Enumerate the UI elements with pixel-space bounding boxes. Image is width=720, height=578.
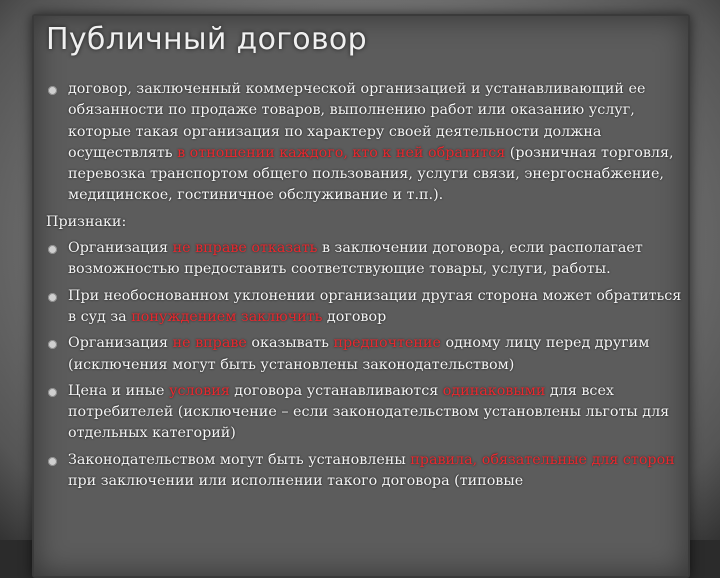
text-run: При необоснованном уклонении организации другая сторона может обратиться в суд за (68, 287, 682, 325)
slide-body (46, 79, 686, 497)
features-label: Признаки: (46, 213, 127, 230)
text-run: Организация (68, 240, 173, 257)
slide-title: Публичный договор (46, 22, 367, 57)
highlight-text: в отношении каждого, кто к ней обратится (177, 144, 506, 161)
text-run: Организация (68, 335, 173, 352)
text-run: (розничная торговля, перевозка транспортом общего пользования, услуги связи, энергоснабжение, медицинское, гостиничное обслуживание и т.п.). (68, 144, 674, 204)
text-run: при заключении или исполнении такого договора (типовые (68, 473, 524, 490)
text-run: договора устанавливаются (229, 382, 443, 399)
highlight-text: одинаковыми (442, 382, 546, 399)
bullet-icon (48, 245, 57, 254)
text-run: для всех потребителей (исключение – если законодательством установлены льготы для отдельных категорий) (68, 382, 670, 442)
bullet-icon (48, 340, 57, 349)
definition-item (46, 79, 686, 207)
text-run: договор, заключенный коммерческой организацией и устанавливающий ее обязанности по продаже товаров, выполнению работ или оказанию услуг, которые такая организация по характеру своей деятельности должна осуществлять (68, 81, 646, 161)
highlight-text: не вправе (172, 335, 247, 352)
bullet-icon (48, 86, 57, 95)
feature-item (46, 238, 686, 281)
highlight-text: понуждением заключить (131, 308, 323, 325)
bullet-icon (48, 293, 57, 302)
text-run: Цена и иные (68, 382, 170, 399)
feature-item (46, 333, 686, 376)
highlight-text: предпочтение (333, 335, 441, 352)
highlight-text: правила, обязательные для сторон (410, 451, 675, 468)
highlight-text: не вправе отказать (172, 240, 318, 257)
bullet-icon (48, 388, 57, 397)
text-run: одному лицу перед другим (исключения могут быть установлены законодательством) (68, 335, 650, 373)
feature-item (46, 450, 686, 493)
text-run: в заключении договора, если располагает возможностью предоставить соответствующие товары, услуги, работы. (68, 240, 643, 278)
feature-item (46, 286, 686, 329)
text-run: Законодательством могут быть установлены (68, 451, 411, 468)
bullet-icon (48, 457, 57, 466)
feature-item (46, 381, 686, 445)
text-run: оказывать (246, 335, 334, 352)
text-run: договор (322, 308, 387, 325)
highlight-text: условия (169, 382, 230, 399)
